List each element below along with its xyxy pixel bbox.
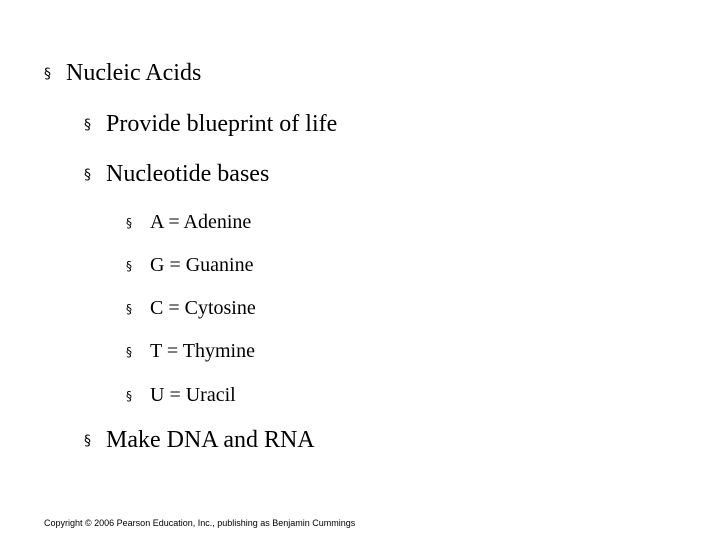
bullet-text: G = Guanine	[150, 254, 254, 276]
bullet-marker-icon: §	[126, 215, 132, 230]
bullet-nucleotide-bases	[84, 161, 269, 188]
bullet-marker-icon: §	[44, 65, 51, 82]
bullet-marker-icon: §	[84, 116, 91, 133]
bullet-guanine	[126, 254, 253, 277]
bullet-marker-icon: §	[126, 344, 132, 359]
bullet-cytosine	[126, 297, 256, 320]
bullet-marker-icon: §	[126, 301, 132, 316]
bullet-text: U = Uracil	[150, 384, 236, 406]
bullet-text: C = Cytosine	[150, 297, 256, 319]
bullet-text: Nucleic Acids	[66, 60, 202, 86]
copyright-footer: Copyright © 2006 Pearson Education, Inc., publishing as Benjamin Cummings	[44, 518, 356, 528]
bullet-marker-icon: §	[84, 432, 91, 449]
bullet-marker-icon: §	[126, 388, 132, 403]
bullet-blueprint	[84, 111, 337, 138]
bullet-marker-icon: §	[84, 166, 91, 183]
bullet-adenine	[126, 211, 251, 234]
bullet-thymine	[126, 340, 255, 363]
bullet-text: Make DNA and RNA	[106, 427, 315, 453]
bullet-text: T = Thymine	[150, 340, 255, 362]
bullet-uracil	[126, 384, 236, 407]
bullet-text: A = Adenine	[150, 211, 252, 233]
bullet-marker-icon: §	[126, 258, 132, 273]
bullet-make-dna-rna	[84, 427, 315, 454]
bullet-nucleic-acids	[44, 60, 201, 87]
bullet-text: Nucleotide bases	[106, 161, 270, 187]
bullet-text: Provide blueprint of life	[106, 111, 338, 137]
